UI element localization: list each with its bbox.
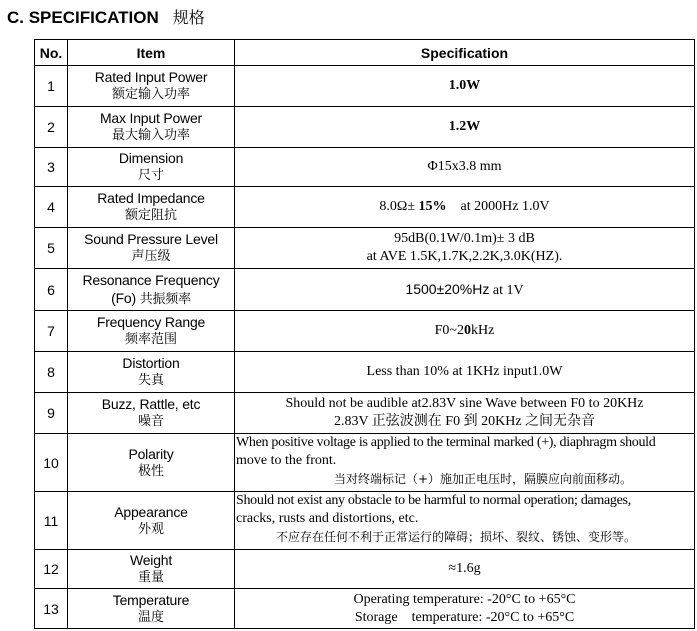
item-name-en-suffix: (Fo)	[111, 289, 136, 306]
spec-line: Storage temperature: -20°C to +65°C	[354, 609, 575, 625]
item-cell	[68, 434, 235, 492]
item-name-cn: 极性	[137, 463, 164, 479]
item-cell	[68, 492, 235, 550]
item-name-cn: 额定输入功率	[111, 87, 190, 102]
spec-cell	[235, 107, 695, 148]
spec-cell	[235, 550, 695, 589]
item-name-cn: 共振频率	[139, 291, 191, 307]
item-name-en: Frequency Range	[96, 314, 206, 330]
spec-cell	[235, 269, 695, 311]
row-number: 7	[35, 311, 68, 352]
spec-line: move to the front.	[236, 453, 337, 468]
row-number: 13	[35, 589, 68, 629]
spec-cell	[235, 311, 695, 352]
item-cell	[68, 269, 235, 311]
row-number: 12	[35, 550, 68, 589]
table-header-row	[35, 40, 695, 66]
spec-value: 1.0W	[448, 78, 481, 93]
item-cell	[68, 589, 235, 629]
spec-line: 95dB(0.1W/0.1m)± 3 dB	[394, 231, 535, 246]
row-number: 5	[35, 228, 68, 269]
item-name-cn: 最大输入功率	[111, 128, 190, 143]
spec-line: Operating temperature: -20°C to +65°C	[353, 591, 576, 607]
item-name-cn: 尺寸	[137, 168, 164, 183]
item-cell	[68, 550, 235, 589]
item-cell	[68, 148, 235, 187]
item-name-line2	[68, 289, 234, 309]
spec-line-cn: 2.83V 正弦波测在 F0 到 20KHz 之间无杂音	[333, 414, 596, 429]
spec-value: 1.2W	[448, 119, 481, 134]
table-row	[35, 148, 695, 187]
spec-value: 8.0Ω±	[379, 199, 419, 214]
item-name-en: Buzz, Rattle, etc	[101, 396, 201, 412]
row-number: 11	[35, 492, 68, 550]
item-cell	[68, 352, 235, 393]
header-item: Item	[68, 40, 235, 66]
spec-cell	[235, 187, 695, 228]
spec-line-cn: 当对终端标记（+）施加正电压时，隔膜应向前面移动。	[334, 472, 633, 486]
row-number: 10	[35, 434, 68, 492]
item-name-en: Distortion	[122, 355, 180, 371]
table-row	[35, 228, 695, 269]
spec-tolerance: 15%	[418, 199, 447, 214]
spec-cell	[235, 352, 695, 393]
row-number: 6	[35, 269, 68, 311]
specification-table	[34, 39, 695, 629]
item-name-cn: 声压级	[131, 249, 171, 264]
row-number: 3	[35, 148, 68, 187]
spec-value: Less than 10% at 1KHz input1.0W	[366, 364, 563, 379]
item-name-en: Rated Impedance	[97, 190, 205, 206]
section-title-cn: 规格	[172, 8, 205, 27]
item-name-cn: 失真	[137, 373, 164, 388]
table-row	[35, 492, 695, 550]
spec-cell	[235, 492, 695, 550]
row-number: 9	[35, 393, 68, 434]
item-name-cn: 外观	[137, 521, 164, 537]
spec-cell	[235, 393, 695, 434]
spec-line-cn: 不应存在任何不利于正常运行的障碍；损坏、裂纹、锈蚀、变形等。	[276, 530, 637, 544]
spec-value-start: F0~2	[434, 323, 465, 338]
item-cell	[68, 393, 235, 434]
row-number: 4	[35, 187, 68, 228]
item-name-en: Polarity	[128, 445, 174, 462]
item-name-cn: 温度	[137, 609, 164, 625]
item-cell	[68, 187, 235, 228]
spec-condition: at 1V	[489, 282, 524, 298]
section-heading	[7, 5, 205, 28]
row-number: 1	[35, 66, 68, 107]
item-name-cn: 额定阻抗	[124, 208, 177, 223]
spec-line: Should not exist any obstacle to be harmful to normal operation; damages,	[236, 493, 631, 508]
item-cell	[68, 311, 235, 352]
table-row	[35, 187, 695, 228]
item-name-cn: 噪音	[137, 414, 164, 429]
item-name-en: Sound Pressure Level	[84, 231, 218, 247]
table-row	[35, 589, 695, 629]
spec-value-unit: kHz	[471, 323, 495, 338]
item-name-cn: 频率范围	[124, 332, 177, 347]
item-name-en: Rated Input Power	[94, 69, 208, 85]
table-row	[35, 269, 695, 311]
table-row	[35, 434, 695, 492]
spec-cell	[235, 434, 695, 492]
table-row	[35, 393, 695, 434]
row-number: 8	[35, 352, 68, 393]
header-specification: Specification	[235, 40, 695, 66]
item-cell	[68, 107, 235, 148]
spec-line: When positive voltage is applied to the terminal marked (+), diaphragm should	[236, 435, 656, 450]
spec-line: Should not be audible at2.83V sine Wave between F0 to 20KHz	[285, 396, 644, 411]
row-number: 2	[35, 107, 68, 148]
item-cell	[68, 66, 235, 107]
item-name-en: Max Input Power	[99, 110, 203, 126]
spec-cell	[235, 589, 695, 629]
spec-cell	[235, 66, 695, 107]
spec-line: at AVE 1.5K,1.7K,2.2K,3.0K(HZ).	[366, 249, 563, 264]
item-name-cn: 重量	[137, 570, 164, 585]
spec-cell	[235, 228, 695, 269]
spec-cell	[235, 148, 695, 187]
item-cell	[68, 228, 235, 269]
spec-value-bold: 0	[464, 323, 472, 338]
spec-value: Φ15x3.8 mm	[427, 159, 502, 174]
item-name-en: Resonance Frequency	[82, 271, 220, 288]
item-name-en: Temperature	[112, 591, 190, 608]
item-name-en: Dimension	[118, 150, 184, 166]
table-row	[35, 550, 695, 589]
table-row	[35, 66, 695, 107]
table-row	[35, 311, 695, 352]
spec-value: 1500±20%Hz	[405, 280, 490, 297]
section-title: C. SPECIFICATION	[7, 8, 159, 27]
spec-line: cracks, rusts and distortions, etc.	[236, 511, 419, 526]
table-row	[35, 107, 695, 148]
header-no: No.	[35, 40, 68, 66]
spec-value: ≈1.6g	[448, 561, 481, 576]
item-name-en: Appearance	[114, 503, 188, 520]
table-row	[35, 352, 695, 393]
item-name-en: Weight	[129, 552, 173, 568]
spec-condition: at 2000Hz 1.0V	[446, 199, 550, 214]
